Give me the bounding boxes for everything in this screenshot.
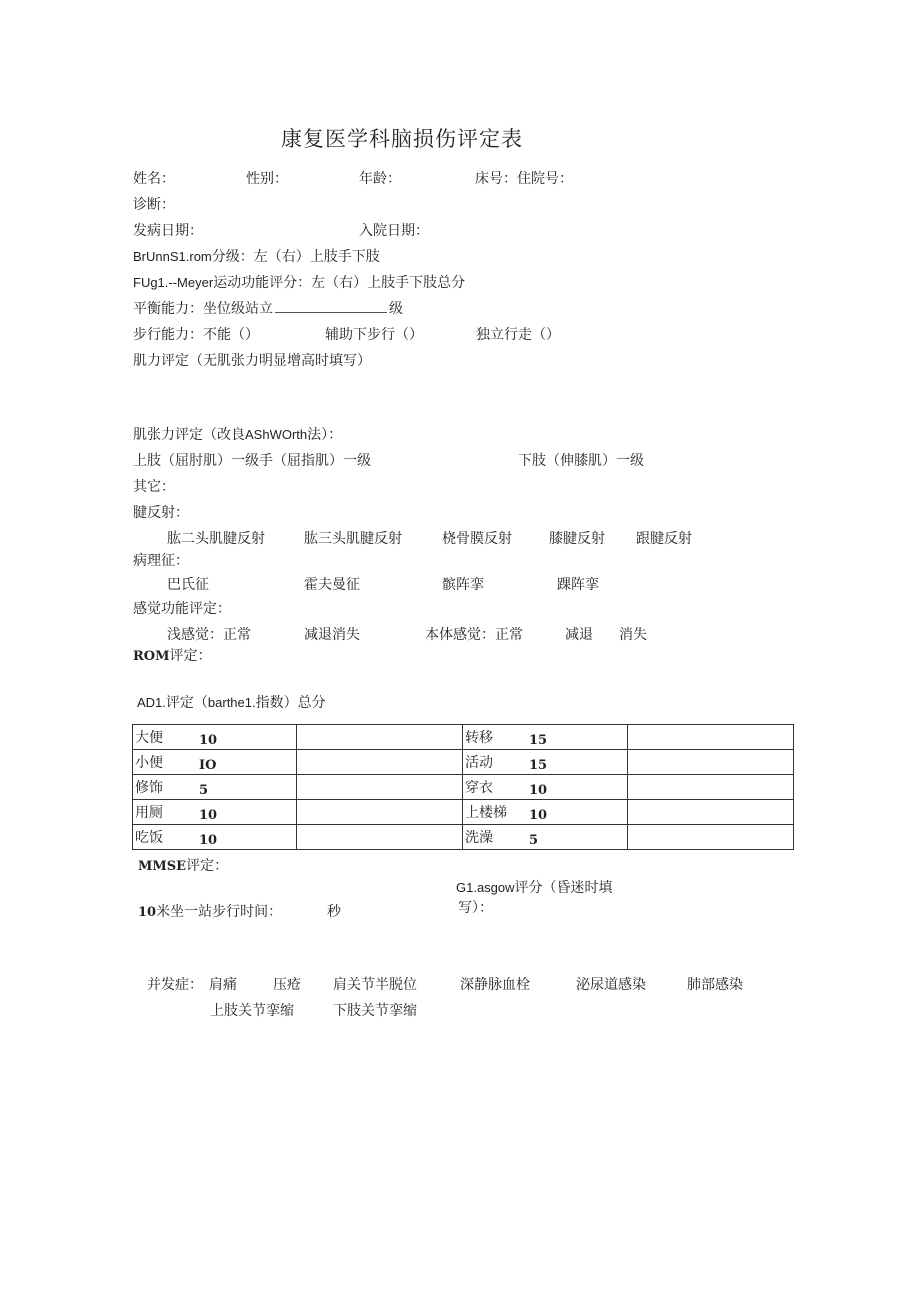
adl-barthel: barthe1. (207, 695, 256, 710)
complication-item: 肩痛 (209, 977, 237, 993)
adl-blank-cell[interactable] (297, 825, 463, 850)
table-row (133, 725, 794, 750)
other-label: 其它： (133, 479, 175, 495)
pathology-title: 病理征： (133, 553, 189, 569)
adl-cell (133, 775, 297, 800)
sex-label: 性别： (246, 171, 288, 187)
reflex-title: 腱反射： (133, 505, 189, 521)
balance-unit: 级 (389, 301, 403, 317)
onset-date-label: 发病日期： (133, 223, 203, 239)
adl-item-value: 10 (199, 733, 218, 748)
adl-item-value: 10 (529, 808, 548, 823)
adl-item-label: 穿衣 (465, 780, 493, 796)
reflex-item: 肱三头肌腱反射 (304, 531, 402, 547)
glasgow-prefix: G1.asgow (456, 880, 515, 895)
balance-label: 平衡能力：坐位级站立 (133, 301, 273, 317)
adl-item-label: 吃饭 (135, 830, 163, 846)
adl-item-value: 5 (199, 783, 209, 798)
complication-item: 泌尿道感染 (576, 977, 646, 993)
pathology-item: 髌阵挛 (442, 577, 484, 593)
bed-label: 床号：住院号： (475, 171, 573, 187)
adl-blank-cell[interactable] (628, 825, 794, 850)
glasgow-line (456, 879, 613, 897)
adl-prefix: AD1. (137, 695, 166, 710)
adl-blank-cell[interactable] (297, 725, 463, 750)
tone-method: AShWOrth (245, 427, 308, 442)
tone-lower: 下肢（伸膝肌）一级 (518, 453, 644, 469)
adl-item-label: 活动 (465, 755, 493, 771)
adl-cell (133, 800, 297, 825)
adl-blank-cell[interactable] (628, 750, 794, 775)
adl-cell (463, 750, 628, 775)
adl-blank-cell[interactable] (297, 800, 463, 825)
mmse-line (138, 857, 228, 876)
adl-cell (463, 775, 628, 800)
pathology-item: 踝阵挛 (557, 577, 599, 593)
fugl-suffix: 运动功能评分：左（右）上肢手下肢总分 (213, 275, 466, 291)
muscle-strength-label: 肌力评定（无肌张力明显增高时填写） (133, 353, 371, 369)
adl-suffix: 指数）总分 (255, 695, 326, 711)
adl-item-value: 10 (199, 808, 218, 823)
glasgow-continued: 写）： (458, 900, 493, 916)
reflex-item: 肱二头肌腱反射 (167, 531, 265, 547)
adl-table (132, 724, 794, 850)
adl-item-value: 15 (529, 733, 548, 748)
reflex-item: 膝腱反射 (549, 531, 605, 547)
reflex-item: 桡骨膜反射 (442, 531, 512, 547)
adl-item-value: 10 (199, 833, 218, 848)
complication-item: 下肢关节挛缩 (333, 1003, 417, 1019)
glasgow-label: 评分（昏迷时填 (514, 880, 613, 896)
name-label: 姓名： (133, 171, 175, 187)
adl-cell (133, 825, 297, 850)
rom-line (133, 647, 212, 666)
adl-cell (133, 725, 297, 750)
tone-line (133, 426, 342, 444)
diagnosis-label: 诊断： (133, 197, 175, 213)
adl-item-label: 大便 (135, 730, 163, 746)
table-row (133, 800, 794, 825)
adl-item-label: 转移 (465, 730, 493, 746)
adl-item-value: IO (199, 758, 217, 773)
admit-date-label: 入院日期： (359, 223, 429, 239)
walk10-line (138, 903, 282, 922)
adl-blank-cell[interactable] (628, 775, 794, 800)
mmse-prefix: MMSE (138, 859, 187, 874)
tone-upper: 上肢（屈肘肌）一级手（屈指肌）一级 (133, 453, 371, 469)
complication-item: 肩关节半脱位 (333, 977, 417, 993)
tone-suffix: 法）： (307, 427, 343, 443)
sensory-shallow: 浅感觉：正常 (167, 627, 251, 643)
sensory-deep: 本体感觉：正常 (425, 627, 523, 643)
walk-assist: 辅助下步行（） (325, 327, 423, 343)
adl-label: 评定（ (165, 695, 208, 711)
table-row (133, 775, 794, 800)
adl-blank-cell[interactable] (297, 775, 463, 800)
reflex-item: 跟腱反射 (636, 531, 692, 547)
adl-item-label: 上楼梯 (465, 805, 507, 821)
adl-item-value: 15 (529, 758, 548, 773)
rom-suffix: 评定： (169, 648, 212, 664)
pathology-item: 霍夫曼征 (304, 577, 360, 593)
fugl-prefix: FUg1.--Meyer (133, 275, 214, 290)
age-label: 年龄： (359, 171, 401, 187)
page-title: 康复医学科脑损伤评定表 (281, 127, 523, 151)
sensory-title: 感觉功能评定： (133, 601, 231, 617)
adl-item-value: 10 (529, 783, 548, 798)
sensory-shallow-b: 减退消失 (304, 627, 360, 643)
adl-item-label: 修饰 (135, 780, 163, 796)
brunnstrom-suffix: 分级：左（右）上肢手下肢 (211, 249, 380, 265)
adl-blank-cell[interactable] (297, 750, 463, 775)
adl-cell (463, 825, 628, 850)
adl-cell (463, 800, 628, 825)
fugl-meyer-line (133, 274, 465, 292)
adl-cell (463, 725, 628, 750)
adl-line (137, 694, 326, 712)
walk-independent: 独立行走（） (476, 327, 560, 343)
complications-title: 并发症： (147, 977, 203, 993)
adl-item-label: 用厕 (135, 805, 163, 821)
walk10-number: 10 (138, 905, 157, 920)
walk10-label: 米坐一站步行时间： (156, 904, 283, 920)
walk10-unit: 秒 (327, 904, 341, 920)
adl-item-label: 洗澡 (465, 830, 493, 846)
rom-prefix: ROM (133, 649, 170, 664)
walk-label: 步行能力：不能（） (133, 327, 259, 343)
table-row (133, 825, 794, 850)
complication-item: 肺部感染 (687, 977, 743, 993)
complication-item: 深静脉血栓 (460, 977, 530, 993)
tone-label: 肌张力评定（改良 (133, 427, 245, 443)
brunnstrom-prefix: BrUnnS1.rom (133, 249, 212, 264)
adl-item-label: 小便 (135, 755, 163, 771)
table-row (133, 750, 794, 775)
complication-item: 上肢关节挛缩 (210, 1003, 294, 1019)
mmse-suffix: 评定： (186, 858, 229, 874)
adl-blank-cell[interactable] (628, 800, 794, 825)
pathology-item: 巴氏征 (167, 577, 209, 593)
balance-line (133, 300, 403, 318)
complication-item: 压疮 (273, 977, 301, 993)
sensory-deep-c: 消失 (619, 627, 647, 643)
adl-item-value: 5 (529, 833, 539, 848)
balance-blank (275, 300, 387, 313)
brunnstrom-line (133, 248, 380, 266)
adl-blank-cell[interactable] (628, 725, 794, 750)
adl-cell (133, 750, 297, 775)
sensory-deep-b: 减退 (565, 627, 593, 643)
